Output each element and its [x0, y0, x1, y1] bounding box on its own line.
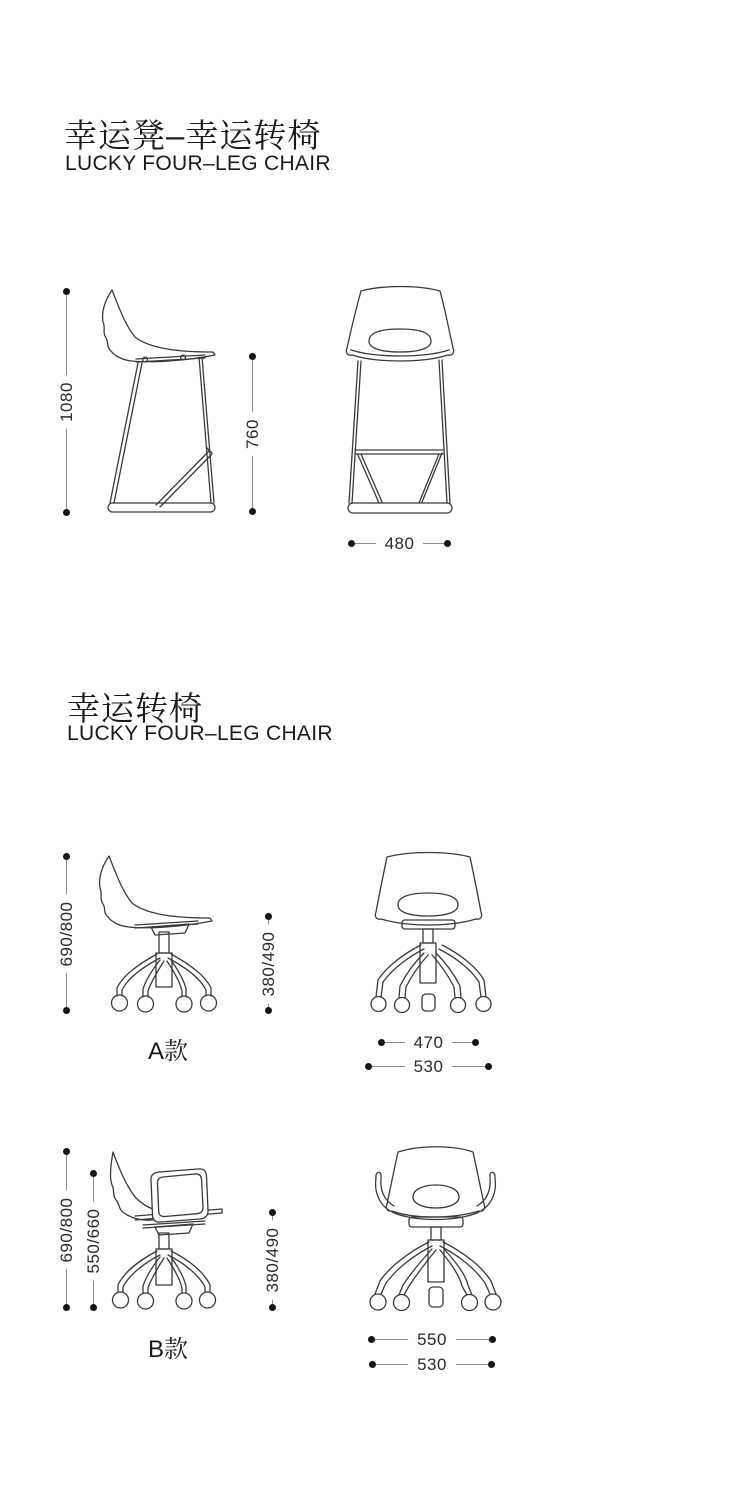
chair-a-total-height-dim	[56, 856, 76, 1011]
chair-a-base-width-dim	[368, 1056, 489, 1076]
chair-a-seat-height-dim	[258, 916, 278, 1011]
chair-a-label: A款	[147, 1038, 188, 1065]
chair-a-front-shell	[375, 853, 481, 926]
chair-a-front-drawing	[365, 848, 500, 1018]
chair-b-seat-height-value: 380/490	[263, 1221, 283, 1300]
section-swivel-title-cn: 幸运转椅	[67, 690, 203, 727]
dim-dot	[90, 1304, 97, 1311]
dim-dot	[63, 509, 70, 516]
stool-front-drawing	[343, 282, 458, 522]
chair-a-base-width-value: 530	[405, 1057, 453, 1077]
chair-b-side-drawing	[95, 1140, 235, 1320]
dim-dot	[485, 1063, 492, 1070]
dim-dot	[444, 540, 451, 547]
stool-total-height-value: 1080	[57, 375, 77, 429]
chair-b-backrest	[110, 1152, 153, 1220]
stool-seat-height-value: 760	[243, 412, 263, 456]
dim-dot	[249, 353, 256, 360]
stool-width-value: 480	[376, 534, 424, 554]
chair-a-total-height-value: 690/800	[57, 894, 77, 973]
section-stool-title-cn: 幸运凳–幸运转椅	[64, 117, 322, 154]
stool-total-height-dim	[56, 291, 76, 513]
dim-dot	[269, 1304, 276, 1311]
dim-dot	[368, 1336, 375, 1343]
chair-a-seat-width-value: 470	[405, 1033, 453, 1053]
chair-a-shell	[100, 856, 212, 928]
chair-b-total-height-dim	[56, 1151, 76, 1308]
dim-dot	[63, 853, 70, 860]
stool-seat-height-dim	[242, 356, 262, 512]
chair-b-front-drawing	[365, 1140, 505, 1320]
chair-b-base-width-dim	[372, 1354, 492, 1374]
chair-b-arm-height-dim	[83, 1173, 103, 1308]
chair-b-label: B款	[147, 1336, 188, 1363]
dim-dot	[63, 1007, 70, 1014]
dim-dot	[63, 1148, 70, 1155]
dim-dot	[63, 288, 70, 295]
dim-dot	[63, 1304, 70, 1311]
chair-b-base-width-value: 530	[408, 1355, 456, 1375]
dim-dot	[369, 1361, 376, 1368]
dim-dot	[269, 1209, 276, 1216]
dim-dot	[378, 1039, 385, 1046]
chair-b-arm-width-value: 550	[408, 1330, 456, 1350]
dim-dot	[249, 508, 256, 515]
dim-dot	[265, 913, 272, 920]
section-swivel-title-en: LUCKY FOUR–LEG CHAIR	[67, 722, 333, 745]
stool-front-shell	[346, 287, 453, 362]
dim-dot	[90, 1170, 97, 1177]
chair-a-seat-height-value: 380/490	[259, 924, 279, 1003]
chair-b-seat-height-dim	[262, 1212, 282, 1308]
chair-b-front-shell	[386, 1147, 484, 1217]
dim-dot	[265, 1007, 272, 1014]
dim-dot	[348, 540, 355, 547]
stool-side-drawing	[88, 282, 238, 522]
chair-b-arm-width-dim	[371, 1329, 493, 1349]
section-stool-title-en: LUCKY FOUR–LEG CHAIR	[65, 152, 331, 175]
dim-dot	[365, 1063, 372, 1070]
chair-a-side-drawing	[85, 848, 235, 1018]
chair-b-arm-height-value: 550/660	[84, 1201, 104, 1280]
chair-a-seat-width-dim	[381, 1032, 476, 1052]
stool-side-shell	[103, 290, 215, 362]
dim-dot	[488, 1361, 495, 1368]
dim-dot	[472, 1039, 479, 1046]
chair-b-total-height-value: 690/800	[57, 1190, 77, 1269]
dim-dot	[489, 1336, 496, 1343]
stool-width-dim	[351, 533, 448, 553]
